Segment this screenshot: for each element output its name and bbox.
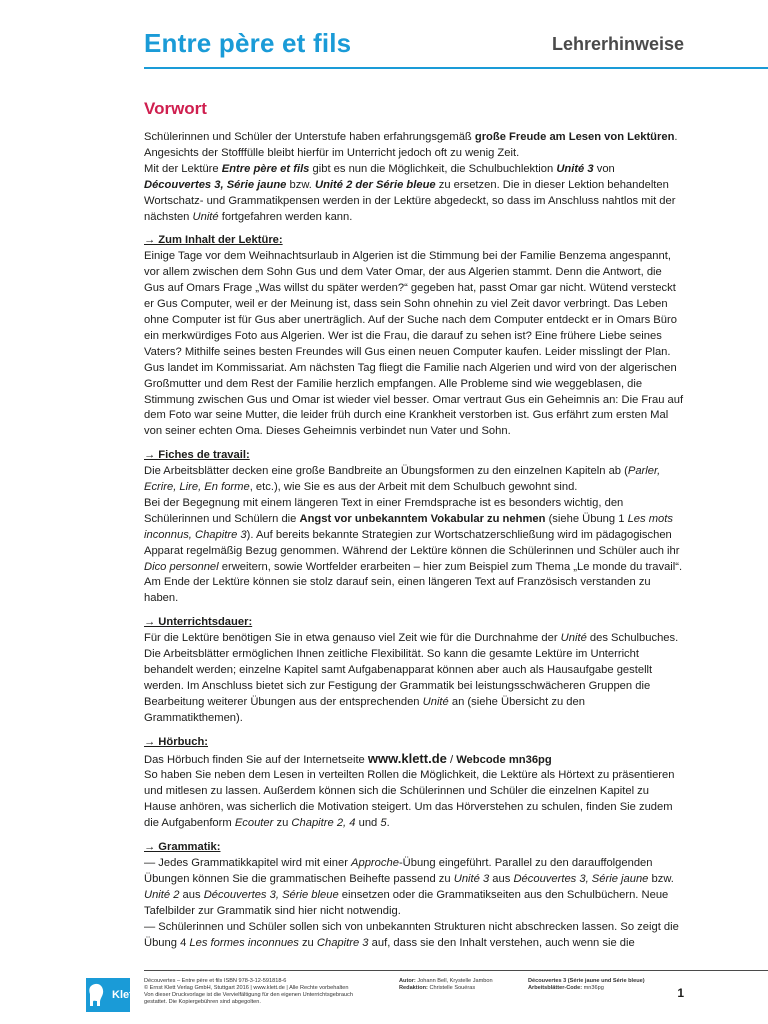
content-sections [144,233,684,951]
page-header [0,0,768,72]
text-run: Les mots inconnus, Chapitre 3 [144,512,673,541]
text-run: . Angesichts der Stofffülle bleibt hierfür im Unterricht jedoch oft zu wenig Zeit. [144,131,678,159]
book-title: Découvertes 3 (Série jaune und Série bleue) [528,978,645,984]
text-run: . [386,817,390,830]
text-run: Entre père et fils [221,162,310,175]
subsection-paragraph [144,249,684,440]
text-run: Angst vor unbekanntem Vokabular zu nehmen [299,512,546,525]
text-run: (siehe Übung 1 [545,512,628,525]
text-run: bzw. [286,178,316,191]
text-run: erweitern, sowie Wortfelder erarbeiten – hier zum Beispiel zum Thema „Le monde du travail“. Am Ende der Lektüre können sie stolz darauf sein, einen längeren Text auf Französisch verstanden zu haben. [144,560,683,605]
text-run: zu ersetzen. Die in dieser Lektion behandelten Wortschatz- und Grammatikpensen werden in der Lektüre abgedeckt, so dass im Anschluss nahtlos mit der nächsten [144,178,676,223]
text-run: von [593,162,615,175]
footer-copyright: Découvertes – Entre père et fils ISBN 978-3-12-591818-6 © Ernst Klett Verlag GmbH, Stuttgart 2016 | www.klett.de | Alle Rechte vorbehalten Von dieser Druckvorlage ist die Vervielfältigung für den eigenen Unterrichtsgebrauch gestattet. Die Kopiergebühren sind abgegolten. [144,978,353,1005]
section-heading-vorwort: Vorwort [144,99,207,118]
subsection-paragraph [144,464,684,496]
text-run: Für die Lektüre benötigen Sie in etwa genauso viel Zeit wie für die Durchnahme der [144,632,561,645]
document-title: Entre père et fils [144,28,352,58]
text-run: — Schülerinnen und Schüler sollen sich von unbekannten Strukturen nicht abschrecken lassen. So zeigt die Übung 4 [144,920,679,949]
text-run: an (siehe Übersicht zu den Grammatikthemen). [144,695,585,724]
text-run: fortgefahren werden kann. [218,210,353,223]
text-run: — Jedes Grammatikkapitel wird mit einer [144,856,352,869]
document-subtitle: Lehrerhinweise [551,34,684,54]
text-run: So haben Sie neben dem Lesen in verteilten Rollen die Möglichkeit, die Lektüre als Hörtext zu präsentieren und mitlesen zu lassen. Außerdem können sich die Schülerinnen und Schüler die einzelnen Kapitel zu Hause anhören, was sicherlich die Motivation steigert. Um das Hörverstehen zu schulen, finden Sie zudem die Aufgabenform [144,769,675,830]
webcode-value: mn36pg [583,985,604,991]
text-run: Schülerinnen und Schüler der Unterstufe haben erfahrungsgemäß [144,131,475,143]
subsection-paragraph [144,856,684,920]
footer-rule [144,970,768,971]
text-run: 5 [380,817,387,830]
text-run: Webcode mn36pg [456,753,552,766]
text-run: / [446,753,457,766]
document-body [144,98,684,959]
text-run: Approche [351,856,399,869]
text-run: Découvertes 3, Série jaune [144,178,287,191]
text-run: gibt es nun die Möglichkeit, die Schulbuchlektion [309,162,557,175]
text-run: und [355,817,381,830]
page-number: 1 [677,986,684,1000]
text-run: Chapitre 2, 4 [291,817,356,830]
klett-logo [86,978,137,1012]
intro-paragraph-1 [144,130,684,162]
text-run: aus [489,872,514,885]
text-run: große Freude am Lesen von Lektüren [474,131,675,143]
editor-value: Christelle Souéras [429,985,476,991]
text-run: Dico personnel [144,560,219,573]
text-run: Unité 2 [144,888,180,901]
subsection-heading: → Unterrichtsdauer: [144,616,253,629]
text-run: zu [273,817,292,830]
subsection-paragraph [144,768,684,832]
webcode-label: Arbeitsblätter-Code: [528,985,583,991]
text-run: aus [179,888,204,901]
text-run: Unité 3 [556,162,594,175]
text-run: Ecouter [234,817,274,830]
text-run: auf, dass sie den Inhalt verstehen, auch wenn sie die [368,936,635,949]
author-value: Johann Bell, Krystelle Jambon [417,978,493,984]
subsection-paragraph [144,920,684,952]
subsection-heading: → Fiches de travail: [144,449,250,462]
subsection-heading: → Zum Inhalt der Lektüre: [144,234,283,247]
logo-text: Klett [112,989,137,1001]
subsection-heading: → Hörbuch: [144,735,209,748]
text-run: , etc.), wie Sie es aus der Arbeit mit dem Schulbuch gewohnt sind. [249,481,578,494]
header-rule [144,67,768,69]
text-run: ). Auf bereits bekannte Strategien zur Wortschatzerschließung wird im pädagogischen Apparat regelmäßig Bezug genommen. Während der Lektüre können die Schülerinnen und Schüler auch ihr [144,528,680,557]
footer-credits [399,978,519,992]
text-run: Unité [422,695,449,708]
text-run: Die Arbeitsblätter decken eine große Bandbreite an Übungsformen zu den einzelnen Kapiteln ab ( [144,465,628,478]
text-run: bzw. [648,872,674,885]
text-run: Bei der Begegnung mit einem längeren Text in einer Fremdsprache ist es besonders wichtig, den Schülerinnen und Schülern die [144,496,624,525]
text-run: Chapitre 3 [316,936,369,949]
text-run: des Schulbuches. Die Arbeitsblätter ermöglichen Ihnen zeitliche Flexibilität. So kann die gesamte Lektüre im Unterricht behandelt werden; einzelne Kapitel samt Aufgabenapparat können aber auch als Hausaufgabe gestellt werden. Im Anschluss bietet sich zur Festigung der Grammatik bei leistungsschwächeren Gruppen die Bearbeitung weiterer Übungen aus der entsprechenden [144,632,679,708]
text-run: Découvertes 3, Série jaune [513,872,649,885]
text-run: Unité 2 der Série bleue [315,178,436,191]
editor-label: Redaktion: [399,985,428,991]
page-footer [144,970,684,1016]
text-run: -Übung eingeführt. Parallel zu den darauffolgenden Übungen können Sie die grammatischen Beihefte passend zu [144,856,653,885]
text-run: Unité 3 [453,872,490,885]
subsection-paragraph [144,751,684,769]
text-run: Parler, Ecrire, Lire, En forme [144,465,661,494]
text-run: Einige Tage vor dem Weihnachtsurlaub in Algerien ist die Stimmung bei der Familie Benzema angespannt, vor allem zwischen dem Sohn Gus und dem Vater Omar, der aus Algerien stammt. Denn die Antwort, die Gus auf Omars Frage „Was willst du später werden?“ gegeben hat, passt Omar gar nicht. Wütend versteckt er Gus Computer, weil er der Meinung ist, dass sein Sohn ohnehin zu viel Zeit davor verbringt. Das Leben ohne Computer ist für Gus aber unerträglich. Auf der Suche nach dem Computer entdeckt er in Omars Büro ein merkwürdiges Foto aus Algerien. Wer ist die Frau, die darauf zu sehen ist? Eine frühere Liebe seines Vaters? Mithilfe seines besten Freundes will Gus einen neuen Computer kaufen. Leider misslingt der Plan. Gus landet im Kommissariat. Am nächsten Tag fliegt die Familie nach Algerien und wird von der algerischen Großmutter und dem Rest der Familie herzlich empfangen. Alle Probleme sind wie weggeblasen, die Stimmung zwischen Gus und Omar ist wieder viel besser. Omar vertraut Gus ein Geheimnis an: Die Frau auf dem Foto war seine Mutter, die leider früh durch eine Krankheit verstorben ist. Gus erfährt zum ersten Mal von seiner echten Oma. Dieses Geheimnis verbindet nun Vater und Sohn. [144,250,684,438]
subsection-paragraph [144,496,684,607]
text-run: einsetzen oder die Grammatikseiten aus den Schulbüchern. Neue Tafelbilder zur Grammatik sind hier nicht notwendig. [144,888,669,917]
intro-paragraph-2 [144,162,684,226]
text-run: Das Hörbuch finden Sie auf der Internetseite [144,753,368,766]
subsection-paragraph [144,631,684,726]
text-run: Les formes inconnues [189,936,299,949]
text-run: Unité [560,632,587,645]
text-run: Mit der Lektüre [144,162,222,175]
footer-book-info [528,978,658,992]
elephant-icon [88,982,108,1008]
text-run: www.klett.de [367,750,447,766]
text-run: zu [298,936,317,949]
author-label: Autor: [399,978,416,984]
text-run: Unité [192,210,219,223]
subsection-heading: → Grammatik: [144,841,221,854]
text-run: Découvertes 3, Série bleue [203,888,339,901]
